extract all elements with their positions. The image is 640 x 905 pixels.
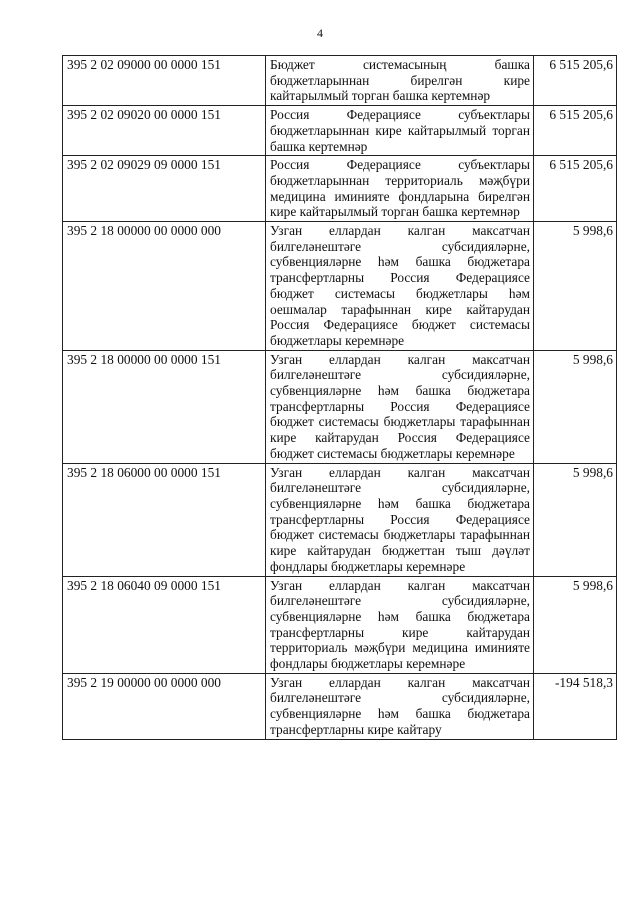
amount: 5 998,6 [534, 576, 617, 673]
table-row [63, 222, 617, 351]
revenue-name: Бюджет системасының башка бюджетларыннан бирелгән кире кайтарылмый торган башка кертемнәр [266, 56, 534, 106]
revenue-name: Россия Федерациясе субъектлары бюджетларыннан кире кайтарылмый торган башка кертемнәр [266, 106, 534, 156]
table-row [63, 56, 617, 106]
budget-code: 395 2 18 06040 09 0000 151 [63, 576, 266, 673]
amount: 6 515 205,6 [534, 156, 617, 222]
budget-code: 395 2 18 00000 00 0000 151 [63, 350, 266, 463]
revenue-name: Узган еллардан калган максатчан билгеләнештәге субсидияләрне, субвенцияләрне һәм башка бюджетара трансфертларны кире кайтарудан территориаль мәҗбүри медицина иминияте фондлары бюджетлары керемнәре [266, 576, 534, 673]
amount: 5 998,6 [534, 463, 617, 576]
budget-code: 395 2 02 09000 00 0000 151 [63, 56, 266, 106]
revenue-name: Россия Федерациясе субъектлары бюджетларыннан территориаль мәҗбүри медицина иминияте фондларына бирелгән кире кайтарылмый торган башка кертемнәр [266, 156, 534, 222]
table-row [63, 350, 617, 463]
amount: 6 515 205,6 [534, 56, 617, 106]
revenue-name: Узган еллардан калган максатчан билгеләнештәге субсидияләрне, субвенцияләрне һәм башка бюджетара трансфертларны кире кайтару [266, 673, 534, 739]
table-row [63, 106, 617, 156]
budget-code: 395 2 18 06000 00 0000 151 [63, 463, 266, 576]
budget-code: 395 2 02 09020 00 0000 151 [63, 106, 266, 156]
table-row [63, 576, 617, 673]
table-row [63, 156, 617, 222]
amount: 5 998,6 [534, 222, 617, 351]
amount: 6 515 205,6 [534, 106, 617, 156]
table-row [63, 673, 617, 739]
revenue-name: Узган еллардан калган максатчан билгеләнештәге субсидияләрне, субвенцияләрне һәм башка бюджетара трансфертларны Россия Федерациясе бюджет системасы бюджетлары тарафыннан кире кайтарудан Россия Федерациясе бюджет системасы бюджетлары керемнәре [266, 350, 534, 463]
amount: 5 998,6 [534, 350, 617, 463]
page-number: 4 [317, 26, 323, 40]
budget-code: 395 2 02 09029 09 0000 151 [63, 156, 266, 222]
revenue-name: Узган еллардан калган максатчан билгеләнештәге субсидияләрне, субвенцияләрне һәм башка бюджетара трансфертларны Россия Федерациясе бюджет системасы бюджетлары һәм оешмалар тарафыннан кире кайтарудан Россия Федерациясе бюджет системасы бюджетлары керемнәре [266, 222, 534, 351]
budget-code: 395 2 19 00000 00 0000 000 [63, 673, 266, 739]
table-row [63, 463, 617, 576]
amount: -194 518,3 [534, 673, 617, 739]
budget-classification-table [62, 55, 617, 740]
budget-code: 395 2 18 00000 00 0000 000 [63, 222, 266, 351]
revenue-name: Узган еллардан калган максатчан билгеләнештәге субсидияләрне, субвенцияләрне һәм башка бюджетара трансфертларны Россия Федерациясе бюджет системасы бюджетлары тарафыннан кире кайтарудан бюджеттан тыш дәүләт фондлары бюджетлары керемнәре [266, 463, 534, 576]
